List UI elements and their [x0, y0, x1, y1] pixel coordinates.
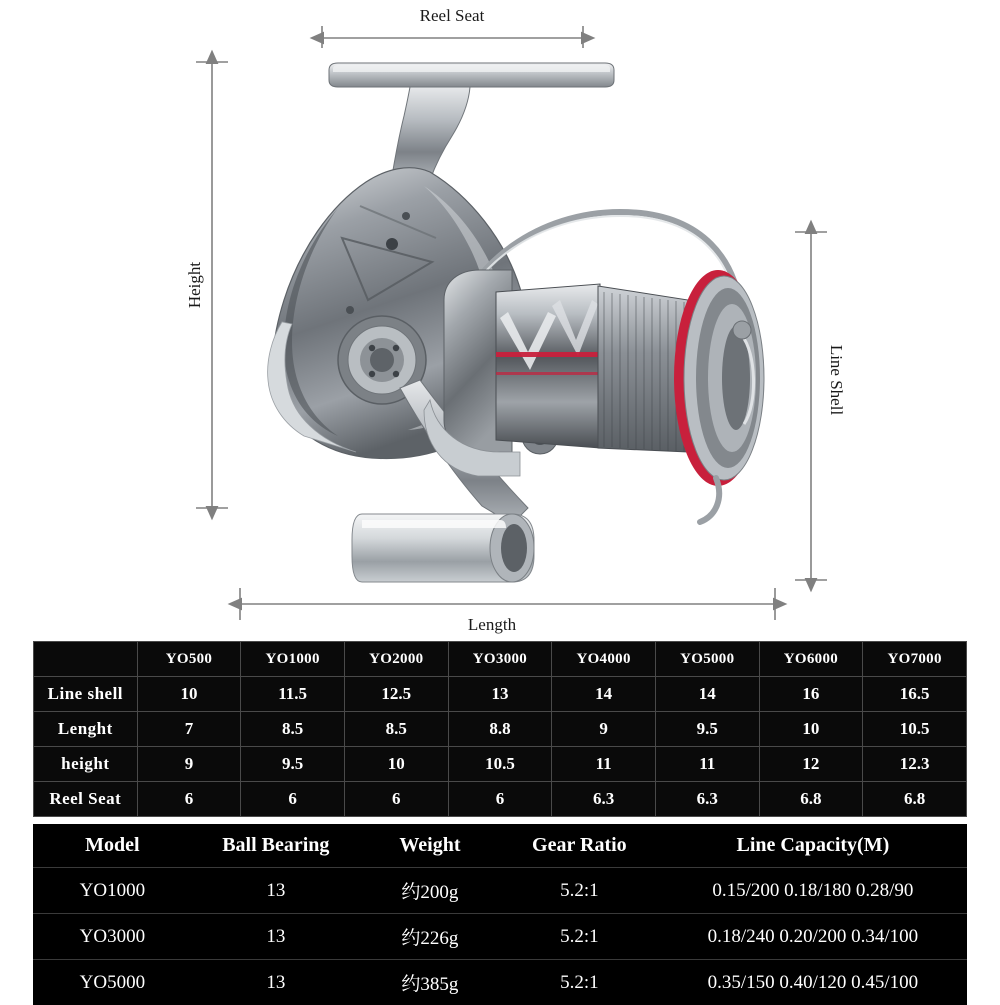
model-cell-2-1: 13: [192, 960, 360, 1005]
model-cell-2-2: 约385g: [360, 960, 500, 1005]
model-cell-0-3: 5.2:1: [500, 868, 659, 914]
spec-cell-0-2: 12.5: [344, 677, 448, 712]
spec-col-7: YO7000: [863, 642, 967, 677]
dimension-spec-table: [33, 641, 967, 817]
model-cell-0-1: 13: [192, 868, 360, 914]
spec-cell-1-6: 10: [759, 712, 863, 747]
model-cell-0-0: YO1000: [33, 868, 192, 914]
spec-cell-0-5: 14: [655, 677, 759, 712]
spec-cell-0-0: 10: [137, 677, 241, 712]
spec-cell-0-6: 16: [759, 677, 863, 712]
model-header-1: Ball Bearing: [192, 824, 360, 868]
spec-cell-2-4: 11: [552, 747, 656, 782]
spec-cell-3-6: 6.8: [759, 782, 863, 817]
spec-cell-1-7: 10.5: [863, 712, 967, 747]
dimension-reel-seat: [322, 26, 583, 48]
table-row: [33, 914, 967, 960]
label-line-shell: Line Shell: [827, 345, 846, 416]
table-header-row: [34, 642, 967, 677]
spec-col-0: YO500: [137, 642, 241, 677]
spec-cell-1-3: 8.8: [448, 712, 552, 747]
model-table-wrapper: [33, 824, 967, 1005]
spec-col-3: YO3000: [448, 642, 552, 677]
spec-col-5: YO5000: [655, 642, 759, 677]
spec-cell-1-2: 8.5: [344, 712, 448, 747]
spec-cell-2-6: 12: [759, 747, 863, 782]
table-row: [34, 712, 967, 747]
model-cell-1-4: 0.18/240 0.20/200 0.34/100: [659, 914, 967, 960]
label-length: Length: [468, 615, 517, 634]
spec-cell-1-4: 9: [552, 712, 656, 747]
spec-tables: [33, 641, 967, 1005]
model-cell-1-1: 13: [192, 914, 360, 960]
spec-cell-2-1: 9.5: [241, 747, 345, 782]
spec-cell-2-0: 9: [137, 747, 241, 782]
table-header-row: [33, 824, 967, 868]
spec-col-6: YO6000: [759, 642, 863, 677]
spec-cell-0-7: 16.5: [863, 677, 967, 712]
spec-col-2: YO2000: [344, 642, 448, 677]
spec-cell-0-1: 11.5: [241, 677, 345, 712]
table-row: [34, 782, 967, 817]
spec-cell-3-3: 6: [448, 782, 552, 817]
model-cell-0-2: 约200g: [360, 868, 500, 914]
spec-cell-3-0: 6: [137, 782, 241, 817]
model-header-0: Model: [33, 824, 192, 868]
spec-cell-3-4: 6.3: [552, 782, 656, 817]
spec-row-label-3: Reel Seat: [34, 782, 138, 817]
model-header-4: Line Capacity(M): [659, 824, 967, 868]
spec-col-4: YO4000: [552, 642, 656, 677]
spec-cell-1-5: 9.5: [655, 712, 759, 747]
model-header-3: Gear Ratio: [500, 824, 659, 868]
table-row: [33, 868, 967, 914]
handle-knob: [352, 514, 534, 582]
spec-col-1: YO1000: [241, 642, 345, 677]
model-cell-0-4: 0.15/200 0.18/180 0.28/90: [659, 868, 967, 914]
model-cell-1-0: YO3000: [33, 914, 192, 960]
spec-cell-0-3: 13: [448, 677, 552, 712]
spec-corner-cell: [34, 642, 138, 677]
spec-cell-2-7: 12.3: [863, 747, 967, 782]
spec-cell-2-3: 10.5: [448, 747, 552, 782]
spec-cell-2-2: 10: [344, 747, 448, 782]
spec-cell-3-5: 6.3: [655, 782, 759, 817]
model-cell-2-0: YO5000: [33, 960, 192, 1005]
spec-cell-3-2: 6: [344, 782, 448, 817]
spec-cell-3-7: 6.8: [863, 782, 967, 817]
label-reel-seat: Reel Seat: [420, 6, 485, 25]
table-row: [33, 960, 967, 1005]
spec-cell-1-1: 8.5: [241, 712, 345, 747]
reel-illustration: [268, 63, 764, 582]
model-cell-1-2: 约226g: [360, 914, 500, 960]
model-cell-1-3: 5.2:1: [500, 914, 659, 960]
model-header-2: Weight: [360, 824, 500, 868]
spec-cell-0-4: 14: [552, 677, 656, 712]
spec-cell-3-1: 6: [241, 782, 345, 817]
label-height: Height: [185, 262, 204, 309]
table-row: [34, 747, 967, 782]
spec-cell-1-0: 7: [137, 712, 241, 747]
model-spec-table: [33, 824, 967, 1005]
spec-row-label-2: height: [34, 747, 138, 782]
spec-cell-2-5: 11: [655, 747, 759, 782]
spec-row-label-0: Line shell: [34, 677, 138, 712]
model-cell-2-4: 0.35/150 0.40/120 0.45/100: [659, 960, 967, 1005]
spec-row-label-1: Lenght: [34, 712, 138, 747]
spool-rim: [674, 270, 764, 486]
dimension-line-shell: [795, 232, 827, 580]
model-cell-2-3: 5.2:1: [500, 960, 659, 1005]
table-row: [34, 677, 967, 712]
